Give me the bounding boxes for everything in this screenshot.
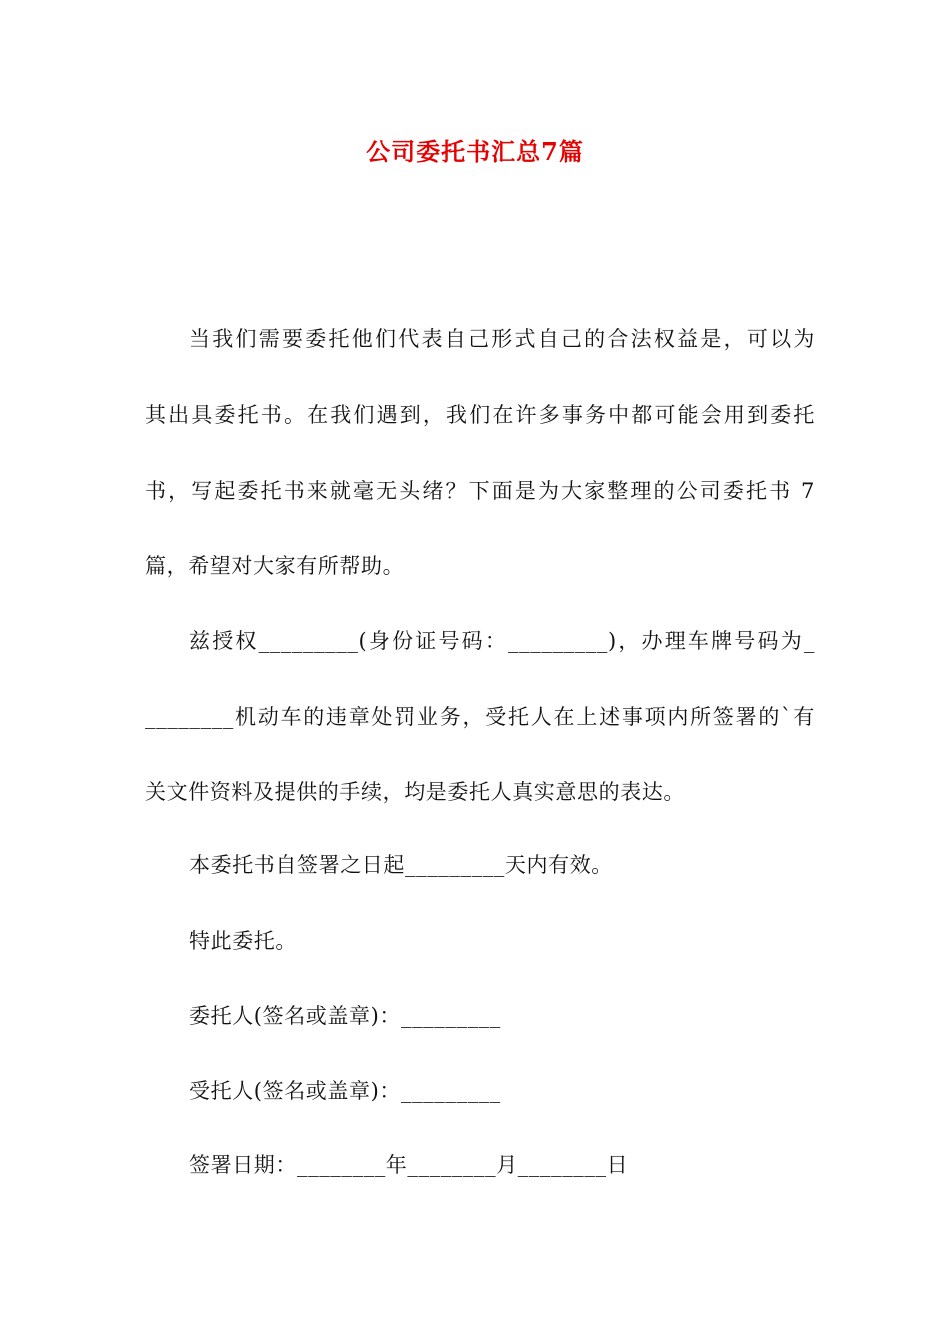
auth-line-1: 兹授权_________(身份证号码：_________)，办理车牌号码为_ (189, 629, 815, 653)
principal-signature-line: 委托人(签名或盖章)：_________ (189, 1004, 501, 1028)
intro-line-1: 当我们需要委托他们代表自己形式自己的合法权益是，可以为 (189, 327, 815, 351)
auth-line-2: ________机动车的违章处罚业务，受托人在上述事项内所签署的`有 (145, 705, 815, 729)
validity-line: 本委托书自签署之日起_________天内有效。 (189, 853, 613, 877)
agent-signature-line: 受托人(签名或盖章)：_________ (189, 1079, 501, 1103)
document-title: 公司委托书汇总7篇 (366, 137, 584, 166)
auth-line-3: 关文件资料及提供的手续，均是委托人真实意思的表达。 (145, 780, 685, 804)
intro-line-2: 其出具委托书。在我们遇到，我们在许多事务中都可能会用到委托 (145, 403, 815, 427)
intro-line-4: 篇，希望对大家有所帮助。 (145, 554, 405, 578)
special-line: 特此委托。 (189, 929, 297, 953)
intro-line-3: 书，写起委托书来就毫无头绪？下面是为大家整理的公司委托书 7 (145, 479, 815, 503)
sign-date-line: 签署日期：________年________月________日 (189, 1153, 629, 1177)
